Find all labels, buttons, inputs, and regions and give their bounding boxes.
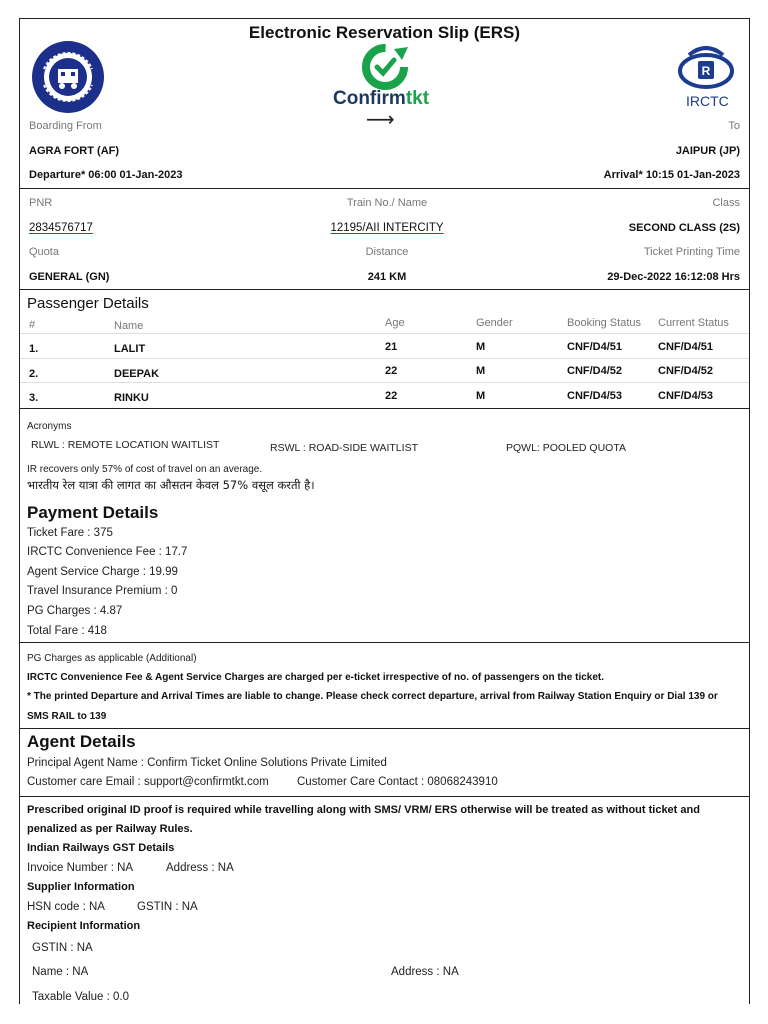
timing-note-line-1: * The printed Departure and Arrival Times are liable to change. Please check correct departure, arrival from Railway Station Enquiry or Dial 139 or: [27, 691, 718, 702]
agent-details-title-text: Agent Details: [27, 732, 136, 751]
indian-railways-logo-icon: [30, 39, 106, 115]
principal-agent-name: Principal Agent Name : Confirm Ticket Online Solutions Private Limited: [27, 757, 387, 769]
train-label: Train No./ Name: [346, 197, 428, 209]
total-fare: Total Fare : 418: [27, 625, 107, 637]
row-divider: [20, 333, 749, 334]
passenger-age: 21: [385, 341, 398, 353]
pg-charges: PG Charges : 4.87: [27, 605, 123, 617]
recipient-address: Address : NA: [391, 966, 459, 978]
col-header-no: #: [29, 319, 36, 331]
customer-care-contact: Customer Care Contact : 08068243910: [297, 776, 498, 788]
quota-value: GENERAL (GN): [29, 271, 110, 283]
agent-details-title: [27, 732, 136, 752]
document-title: Electronic Reservation Slip (ERS): [248, 23, 521, 42]
taxable-value: Taxable Value : 0.0: [32, 991, 129, 1003]
print-time-value: 29-Dec-2022 16:12:08 Hrs: [607, 271, 740, 283]
irctc-label: IRCTC: [686, 93, 729, 109]
col-header-booking-status: Booking Status: [567, 317, 641, 329]
current-status: CNF/D4/51: [658, 341, 714, 353]
from-station: AGRA FORT (AF): [29, 145, 120, 157]
ir-cost-note: IR recovers only 57% of cost of travel on an average.: [27, 464, 263, 475]
passenger-name: DEEPAK: [114, 368, 160, 380]
passenger-gender: M: [476, 390, 486, 402]
distance-value: 241 KM: [367, 271, 407, 283]
passenger-name: LALIT: [114, 343, 146, 355]
booking-status: CNF/D4/53: [567, 390, 623, 402]
ticket-fare: Ticket Fare : 375: [27, 527, 113, 539]
divider: [20, 289, 749, 290]
passenger-gender: M: [476, 341, 486, 353]
booking-status: CNF/D4/51: [567, 341, 623, 353]
row-divider: [20, 382, 749, 383]
col-header-age: Age: [385, 317, 405, 329]
customer-care-email: Customer care Email : support@confirmtkt.com: [27, 776, 269, 788]
passenger-no: 1.: [29, 343, 39, 355]
passenger-gender: M: [476, 365, 486, 377]
invoice-number: Invoice Number : NA: [27, 862, 134, 874]
gst-address: Address : NA: [166, 862, 234, 874]
journey-arrow-icon: ⟶: [366, 109, 395, 131]
id-proof-note-line-2: penalized as per Railway Rules.: [27, 823, 193, 835]
distance-label: Distance: [365, 246, 409, 258]
recipient-information-title: Recipient Information: [27, 920, 141, 932]
col-header-gender: Gender: [476, 317, 513, 329]
row-divider: [20, 358, 749, 359]
payment-details-title: Payment Details: [27, 503, 159, 522]
col-header-name: Name: [114, 320, 144, 332]
to-station: JAIPUR (JP): [675, 145, 740, 157]
pg-charges-note: PG Charges as applicable (Additional): [27, 653, 197, 664]
svg-text:R: R: [701, 64, 711, 78]
acronym-rswl: RSWL : ROAD-SIDE WAITLIST: [270, 442, 418, 454]
passenger-age: 22: [385, 365, 398, 377]
fee-note: IRCTC Convenience Fee & Agent Service Charges are charged per e-ticket irrespective of no. of passengers on the ticket.: [27, 672, 605, 683]
travel-insurance-premium: Travel Insurance Premium : 0: [27, 585, 178, 597]
booking-status: CNF/D4/52: [567, 365, 623, 377]
class-value: SECOND CLASS (2S): [628, 222, 740, 234]
current-status: CNF/D4/53: [658, 390, 714, 402]
departure-time: Departure* 06:00 01-Jan-2023: [29, 169, 183, 181]
print-time-label: Ticket Printing Time: [643, 246, 740, 258]
pnr-label: PNR: [29, 197, 53, 209]
pnr-value: 2834576717: [29, 222, 93, 234]
ers-document: [19, 18, 750, 1004]
arrival-time: Arrival* 10:15 01-Jan-2023: [603, 169, 740, 181]
divider: [20, 796, 749, 797]
passenger-age: 22: [385, 390, 398, 402]
confirmtkt-logo-icon: [350, 43, 420, 93]
recipient-name: Name : NA: [32, 966, 89, 978]
passenger-no: 3.: [29, 392, 39, 404]
acronym-rlwl: RLWL : REMOTE LOCATION WAITLIST: [31, 439, 220, 451]
gst-details-title: Indian Railways GST Details: [27, 842, 175, 854]
irctc-convenience-fee: IRCTC Convenience Fee : 17.7: [27, 546, 188, 558]
agent-service-charge: Agent Service Charge : 19.99: [27, 566, 178, 578]
col-header-current-status: Current Status: [658, 317, 729, 329]
divider: [20, 642, 749, 643]
divider: [20, 188, 749, 189]
quota-label: Quota: [29, 246, 59, 258]
timing-note-line-2: SMS RAIL to 139: [27, 711, 107, 722]
id-proof-note-line-1: Prescribed original ID proof is required while travelling along with SMS/ VRM/ ERS otherwise will be treated as without ticket and: [27, 804, 700, 816]
acronym-pqwl: PQWL: POOLED QUOTA: [506, 442, 626, 454]
divider: [20, 408, 749, 409]
brand-tkt: tkt: [405, 88, 430, 109]
brand-confirm: Confirm: [333, 88, 406, 109]
acronyms-title: Acronyms: [27, 421, 72, 432]
train-value: 12195/AII INTERCITY: [330, 222, 444, 234]
passenger-no: 2.: [29, 368, 39, 380]
irctc-logo-icon: [675, 41, 737, 97]
passenger-details-title: Passenger Details: [27, 295, 149, 312]
to-label: To: [728, 120, 740, 132]
current-status: CNF/D4/52: [658, 365, 714, 377]
supplier-gstin: GSTIN : NA: [137, 901, 198, 913]
hsn-code: HSN code : NA: [27, 901, 105, 913]
ir-cost-note-hindi: भारतीय रेल यात्रा की लागत का औसतन केवल 57% वसूल करती है।: [27, 478, 315, 492]
recipient-gstin: GSTIN : NA: [32, 942, 93, 954]
class-label: Class: [712, 197, 740, 209]
passenger-name: RINKU: [114, 392, 149, 404]
boarding-from-label: Boarding From: [29, 120, 102, 132]
supplier-information-title: Supplier Information: [27, 881, 135, 893]
divider: [20, 728, 749, 729]
